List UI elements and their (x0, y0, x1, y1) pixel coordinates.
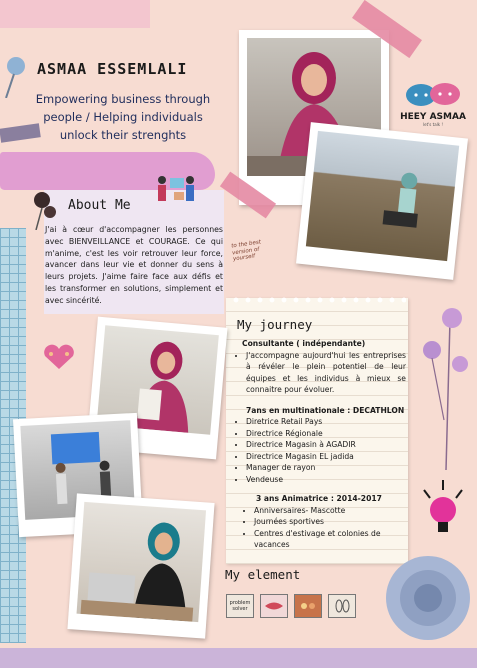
blue-flower-decoration (0, 54, 30, 98)
logo-text: HEEY ASMAA (400, 112, 466, 122)
journey-list (232, 505, 406, 551)
list-item: • Manager de rayon (246, 462, 406, 474)
bottom-strip-decoration (0, 648, 477, 668)
journey-content (232, 338, 406, 551)
speech-bubbles-icon (403, 82, 463, 110)
tagline (28, 90, 218, 144)
tagline-line: unlock their strenghts (59, 128, 187, 142)
list-item: • Diretrice Retail Pays (246, 416, 406, 428)
brand-logo (398, 82, 468, 130)
handshake-icon (260, 594, 288, 618)
about-text: J'ai à cœur d'accompagner les personnes avec BIENVEILLANCE et COURAGE. Ce qui m'anime, c'est les voir retrouver leur force, avancer dans leur vie et donner du sens à leurs projets. J'aime faire face aux défis et les transformer en solutions, simplement et avec sincérité. (45, 225, 223, 305)
logo-subtext: let's talk ! (423, 122, 443, 127)
list-item: • Journées sportives (254, 516, 406, 528)
tagline-line: Empowering business through (35, 92, 211, 106)
list-item: • J'accompagne aujourd'hui les entreprises à révéler le plein potentiel de leur équipes et les individus à mieux se connaitre pour évoluer. (246, 350, 406, 396)
blue-rose-decoration (380, 548, 477, 648)
list-item: • Anniversaires- Mascotte (254, 505, 406, 517)
list-item: • Directrice Régionale (246, 428, 406, 440)
journey-section-title: 3 ans Animatrice : 2014-2017 (256, 494, 382, 503)
list-item: • Directrice Magasin EL jadida (246, 451, 406, 463)
lightbulb-icon (418, 478, 468, 548)
tagline-line: people / Helping individuals (43, 110, 203, 124)
about-title: About Me (68, 198, 131, 213)
lavender-flower-decoration (410, 300, 477, 470)
spiral-binding (230, 296, 406, 304)
element-icon-row (226, 594, 356, 618)
list-item: • Vendeuse (246, 474, 406, 486)
element-title: My element (225, 567, 301, 582)
page-title: ASMAA ESSEMLALI (37, 60, 188, 78)
journey-title: My journey (237, 317, 313, 332)
motivation-sticker: to the best version of yourself (230, 239, 262, 263)
heart-hug-icon (42, 343, 76, 371)
people-illustration (152, 172, 202, 214)
list-item: • Centres d'estivage et colonies de vacances (254, 528, 406, 551)
creativity-icon (294, 594, 322, 618)
list-item: • Directrice Magasin à AGADIR (246, 439, 406, 451)
laptop-photo (77, 502, 207, 622)
journey-list (232, 416, 406, 485)
problem-solver-icon: problem solver (226, 594, 254, 618)
journey-section-title: 7ans en multinationale : DECATHLON (246, 405, 405, 415)
top-strip-decoration (0, 0, 150, 28)
footprints-icon (328, 594, 356, 618)
laptop-photo-frame (67, 493, 214, 638)
mountain-photo (306, 131, 459, 261)
journey-list (232, 350, 406, 396)
journey-section-title: Consultante ( indépendante) (242, 339, 366, 348)
mountain-photo-frame (296, 122, 468, 280)
